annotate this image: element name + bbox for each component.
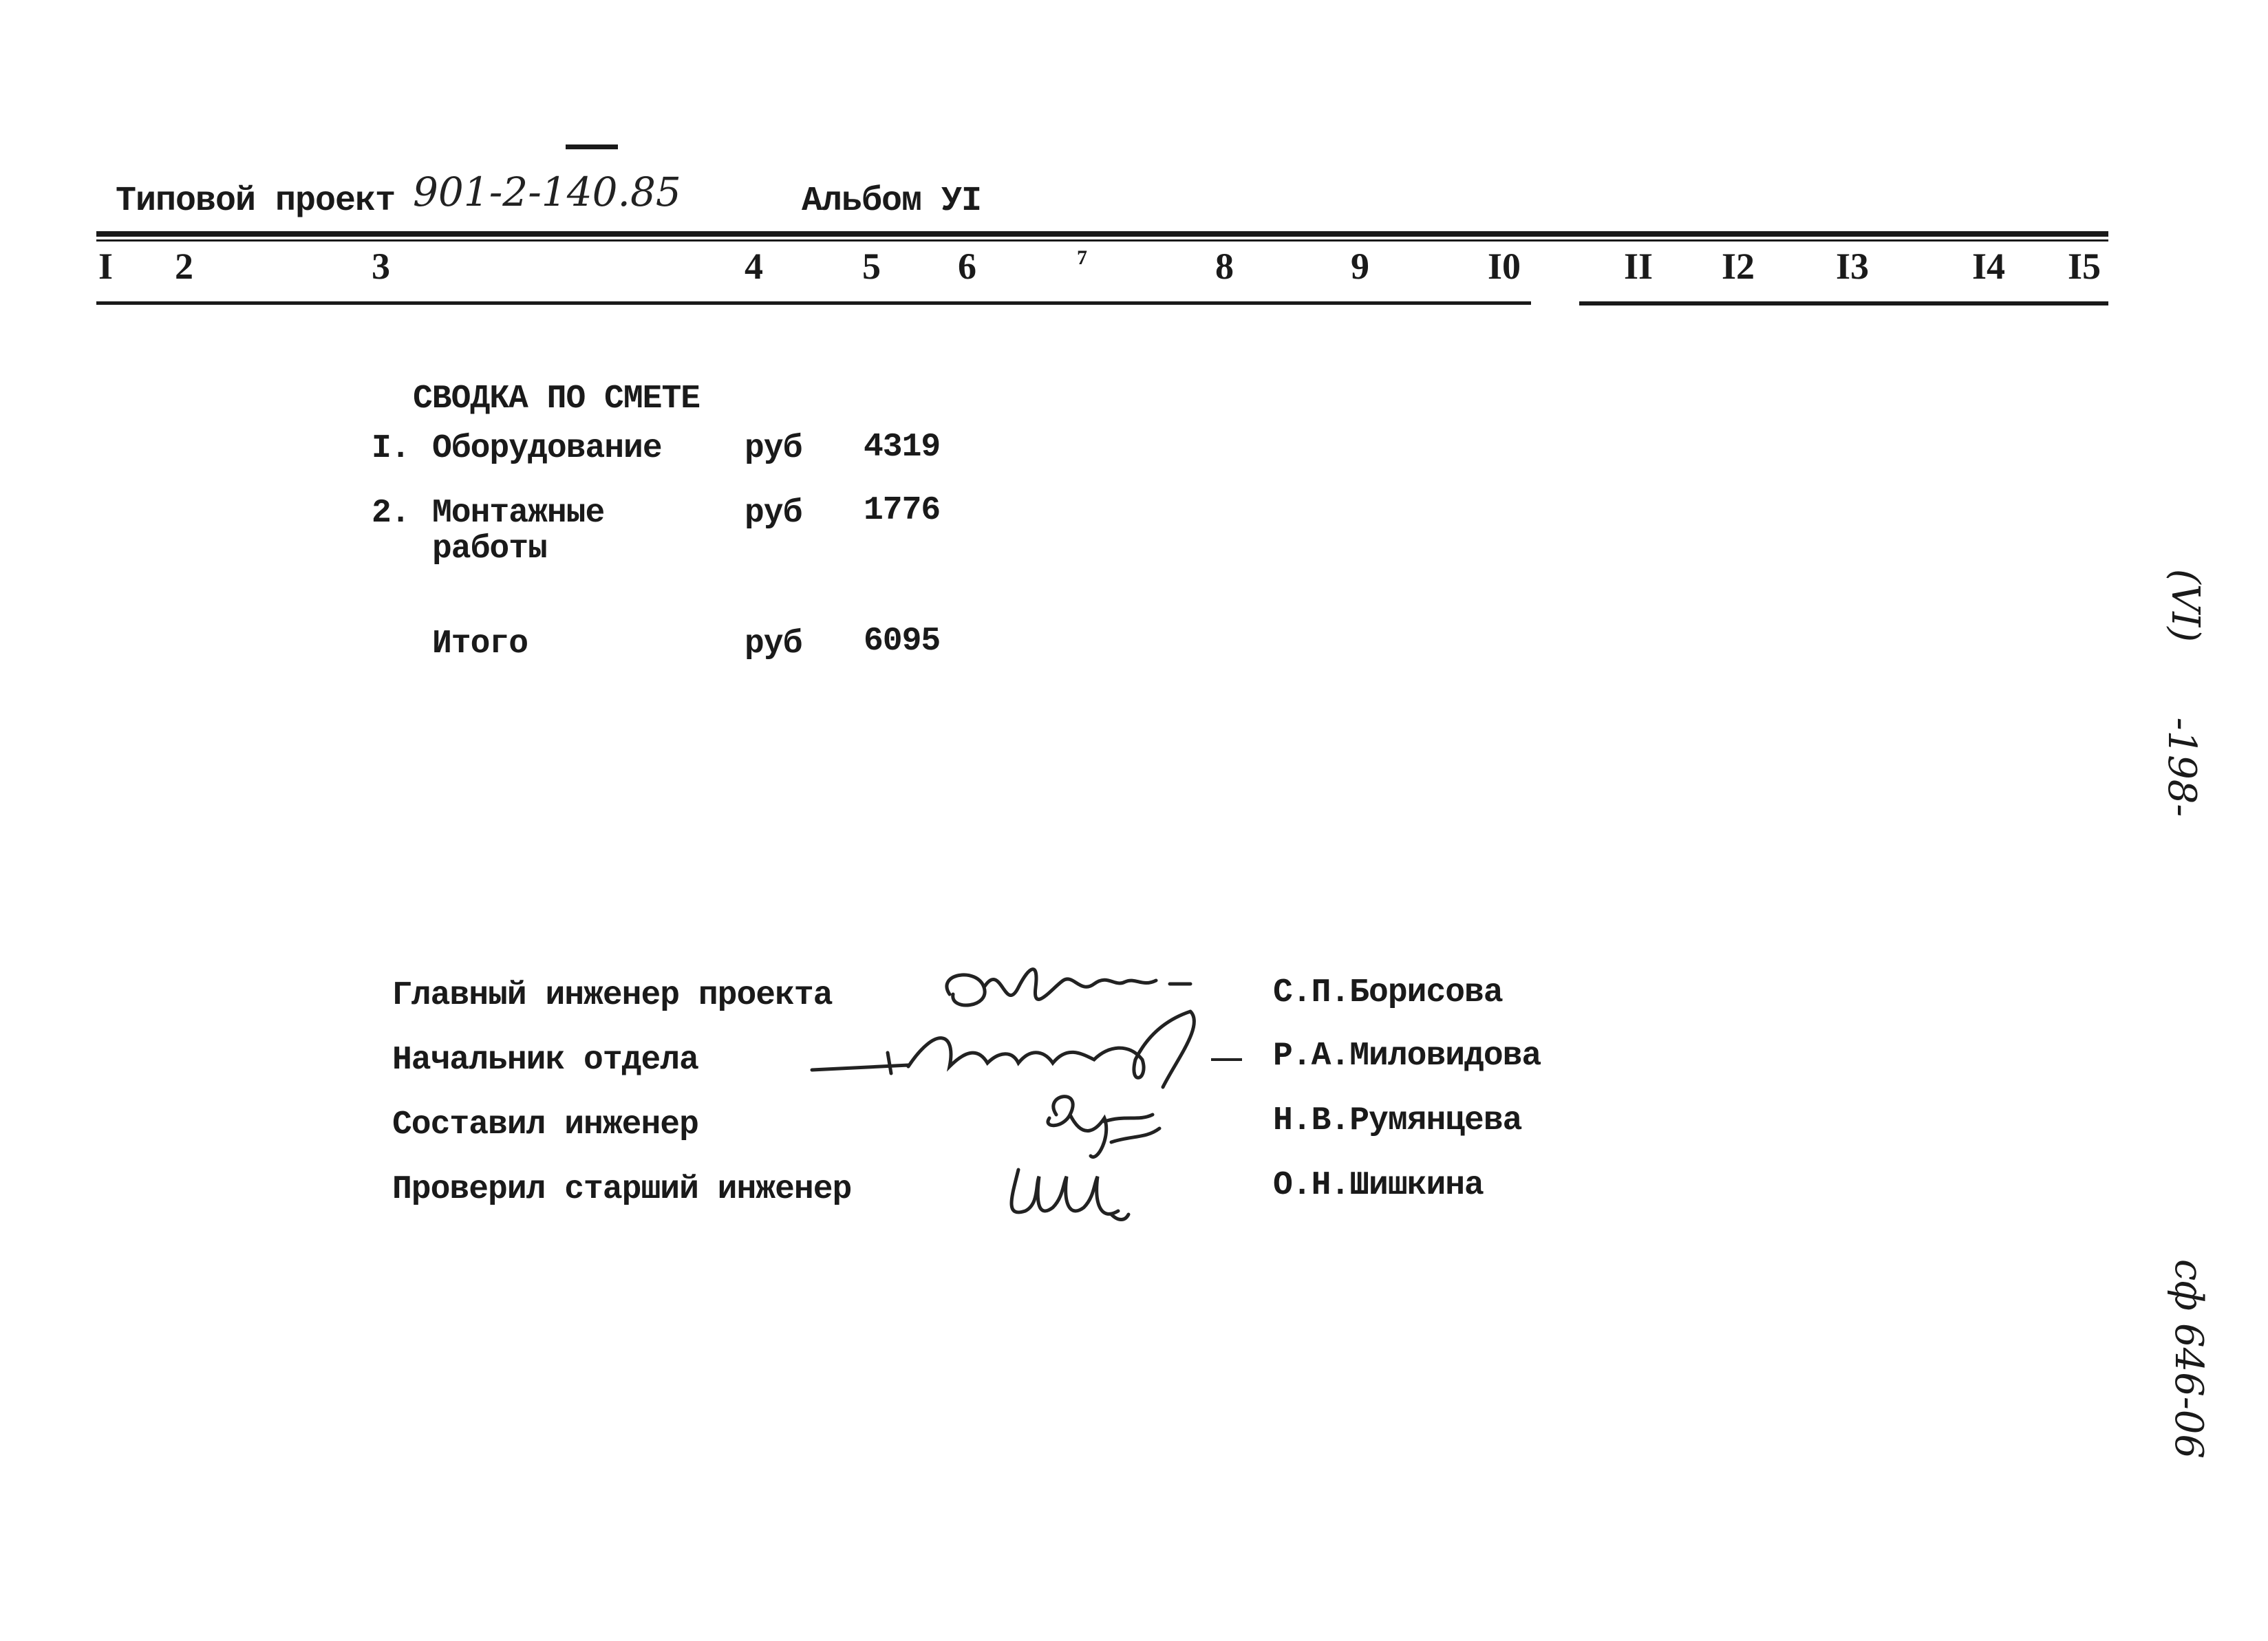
project-label: Типовой проект xyxy=(116,182,396,221)
signature-name: С.П.Борисова xyxy=(1273,974,1503,1011)
item-number: I. xyxy=(372,430,410,467)
column-number: 6 xyxy=(958,246,976,287)
album-mark: (VI) xyxy=(2163,568,2207,643)
column-number: 4 xyxy=(745,246,763,287)
item-name-line2: работы xyxy=(432,530,547,568)
column-number: 8 xyxy=(1215,246,1234,287)
item-unit: руб xyxy=(745,430,802,467)
total-value: 6095 xyxy=(864,623,941,660)
header-top-rule xyxy=(96,231,2108,237)
signature-role: Проверил старший инженер xyxy=(392,1171,852,1208)
column-number: 2 xyxy=(175,246,193,287)
item-unit: руб xyxy=(745,495,802,532)
album-label: Альбом УI xyxy=(802,182,982,221)
signature-name: Н.В.Румянцева xyxy=(1273,1102,1522,1139)
overline-mark xyxy=(566,144,618,149)
column-number: I4 xyxy=(1972,246,2006,287)
item-value: 4319 xyxy=(864,429,941,466)
signature-name: О.Н.Шишкина xyxy=(1273,1167,1484,1204)
item-value: 1776 xyxy=(864,492,941,529)
signature-scribble-4 xyxy=(998,1156,1135,1232)
column-number: 7 xyxy=(1077,246,1087,269)
column-number: I2 xyxy=(1722,246,1755,287)
signature-role: Главный инженер проекта xyxy=(392,977,833,1014)
total-unit: руб xyxy=(745,625,802,663)
column-number: I5 xyxy=(2068,246,2101,287)
item-name: Оборудование xyxy=(432,430,662,467)
header-bottom-rule-right xyxy=(1579,301,2108,305)
item-name: Монтажные xyxy=(432,495,605,532)
summary-title: СВОДКА ПО СМЕТЕ xyxy=(413,380,700,418)
total-label: Итого xyxy=(432,625,528,663)
signature-role: Составил инженер xyxy=(392,1106,698,1144)
column-number: I0 xyxy=(1488,246,1521,287)
header-top-rule-thin xyxy=(96,239,2108,242)
signature-scribble-2 xyxy=(805,1005,1245,1101)
document-code: сф 646-06 xyxy=(2166,1258,2211,1459)
column-number: 9 xyxy=(1351,246,1369,287)
page-mark: -198- xyxy=(2159,717,2204,817)
column-number: 3 xyxy=(372,246,390,287)
signature-name: Р.А.Миловидова xyxy=(1273,1038,1541,1075)
header-bottom-rule xyxy=(96,301,1531,305)
project-number: 901-2-140.85 xyxy=(413,169,681,215)
item-number: 2. xyxy=(372,495,410,532)
column-number: II xyxy=(1624,246,1654,287)
signature-role: Начальник отдела xyxy=(392,1042,698,1079)
column-number: I xyxy=(98,246,114,287)
column-number: I3 xyxy=(1836,246,1870,287)
column-number: 5 xyxy=(862,246,881,287)
